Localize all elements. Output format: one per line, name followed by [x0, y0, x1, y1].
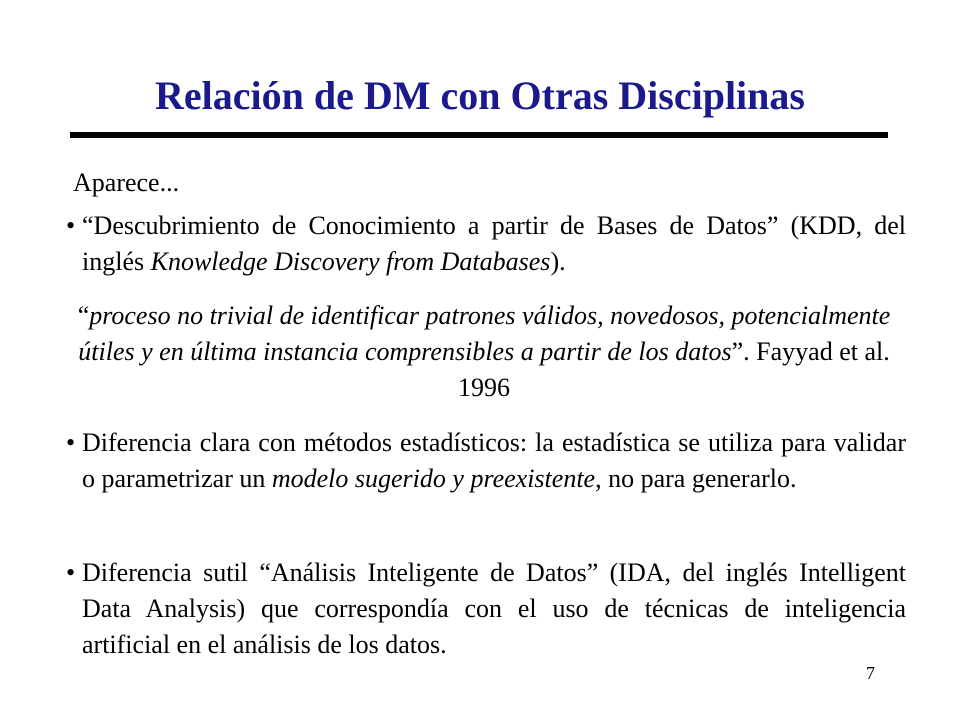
bullet-ida-body: Diferencia sutil “Análisis Inteligente de Datos” (IDA, del inglés Intelligent Data Analysis) que correspondía con el uso de técnicas de inteligencia artificial en el análisis de los datos. — [82, 558, 906, 659]
bullet-dot: • — [66, 428, 76, 457]
slide-title: Relación de DM con Otras Disciplinas — [155, 73, 805, 118]
bullet-kdd-italic: Knowledge Discovery from Databases — [150, 247, 551, 276]
bullet-kdd-text-a: “Descubrimiento de Conocimiento a partir de Bases de Datos” (KDD, del inglés — [82, 211, 906, 276]
bullet-statistics — [66, 425, 906, 497]
quote-open: “ — [77, 301, 90, 330]
bullet-statistics-italic: modelo sugerido y preexistente — [271, 464, 596, 493]
bullet-dot: • — [66, 558, 76, 587]
bullet-ida — [66, 555, 906, 663]
bullet-kdd-body — [82, 208, 906, 280]
bullet-dot: • — [66, 211, 76, 240]
bullet-statistics-text-a: Diferencia clara con métodos estadísticos: la estadística se utiliza para validar o parametrizar un — [82, 428, 906, 493]
bullet-kdd — [66, 208, 906, 280]
title-underline — [70, 132, 888, 138]
bullet-kdd-text-b: ). — [550, 247, 566, 276]
quote-tail: ”. Fayyad et al. 1996 — [458, 337, 890, 402]
page-number: 7 — [866, 663, 875, 683]
quote-italic: proceso no trivial de identificar patrones válidos, novedosos, potencialmente útiles y en última instancia comprensibles a partir de los datos — [78, 301, 891, 366]
intro-text: Aparece... — [73, 168, 180, 197]
fayyad-quote — [72, 298, 896, 406]
bullet-statistics-text-b: , no para generarlo. — [595, 464, 797, 493]
bullet-statistics-body — [82, 425, 906, 497]
